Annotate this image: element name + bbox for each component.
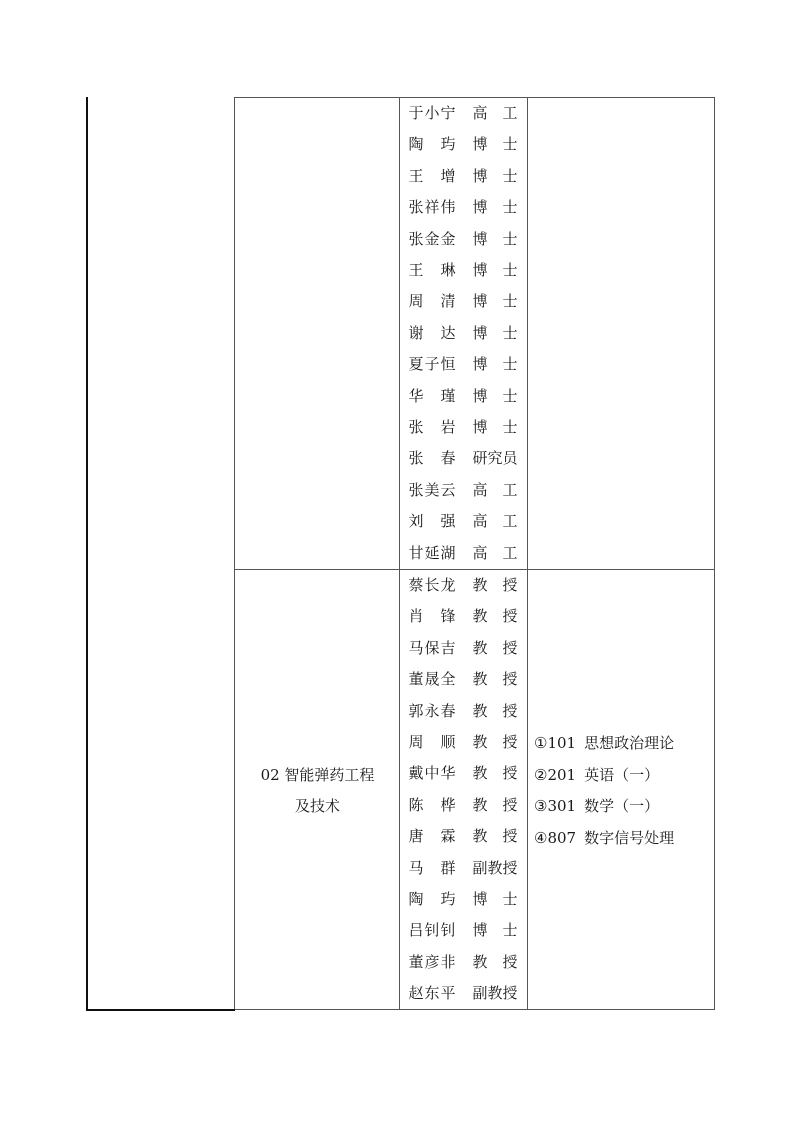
tutor-row: 张 祥 伟 博 士 (408, 198, 518, 217)
tutor-row: 董 彦 非 教 授 (408, 952, 518, 971)
tutor-row: 王 琳 博 士 (408, 261, 518, 279)
tutor-row: 唐 霖 教 授 (408, 827, 518, 846)
tutor-row: 蔡 长 龙 教 授 (408, 576, 518, 594)
exam-code: ③301 (534, 797, 577, 815)
tutor-row: 陈 桦 教 授 (408, 795, 518, 814)
exam-subject: 数字信号处理 (584, 828, 675, 847)
tutor-row: 马 保 吉 教 授 (408, 638, 518, 657)
column-divider-1 (234, 97, 235, 1011)
tutor-row: 张 金 金 博 士 (408, 229, 518, 248)
tutor-row: 郭 永 春 教 授 (408, 701, 518, 720)
tutor-row: 陶 玙 博 士 (408, 890, 518, 908)
tutor-row: 赵 东 平 副 教 授 (408, 984, 518, 1003)
tutor-row: 张 春 研 究 员 (408, 449, 518, 468)
exam-item-2 (534, 760, 674, 792)
tutor-row: 夏 子 恒 博 士 (408, 355, 518, 374)
tutor-row: 华 瑾 博 士 (408, 386, 518, 405)
column-divider-3 (527, 97, 528, 1010)
exam-code: ①101 (534, 734, 577, 752)
tutor-row: 于 小 宁 高 工 (408, 104, 518, 122)
tutor-row: 董 晟 全 教 授 (408, 670, 518, 689)
tutor-row: 周 清 博 士 (408, 292, 518, 311)
exam-subjects (534, 728, 674, 854)
tutor-row: 王 增 博 士 (408, 166, 518, 185)
research-direction-line-1: 02 智能弹药工程 (260, 766, 375, 784)
table-right-border (714, 97, 715, 1010)
tutor-row: 陶 玙 博 士 (408, 135, 518, 154)
tutor-row: 甘 延 湖 高 工 (408, 543, 518, 562)
tutor-row: 吕 钊 钊 博 士 (408, 921, 518, 940)
tutor-row: 马 群 副 教 授 (408, 858, 518, 877)
tutor-row: 张 美 云 高 工 (408, 480, 518, 499)
exam-subject: 数学（一） (584, 797, 660, 815)
exam-subject: 思想政治理论 (584, 734, 675, 752)
tutor-row: 张 岩 博 士 (408, 418, 518, 436)
tutor-row: 谢 达 博 士 (408, 323, 518, 342)
exam-subject: 英语（一） (584, 765, 660, 784)
exam-code: ④807 (534, 828, 577, 847)
table-bottom-left-border (86, 1009, 235, 1011)
research-direction (236, 760, 399, 822)
exam-item-4 (534, 823, 674, 855)
tutor-row: 肖 锋 教 授 (408, 607, 518, 626)
table-left-border (86, 97, 88, 1011)
exam-item-3 (534, 791, 674, 823)
exam-code: ②201 (534, 765, 577, 784)
tutor-row: 戴 中 华 教 授 (408, 764, 518, 783)
tutor-row: 刘 强 高 工 (408, 512, 518, 531)
exam-item-1 (534, 728, 674, 760)
tutor-row: 周 顺 教 授 (408, 733, 518, 751)
research-direction-line-2: 及技术 (294, 797, 340, 815)
